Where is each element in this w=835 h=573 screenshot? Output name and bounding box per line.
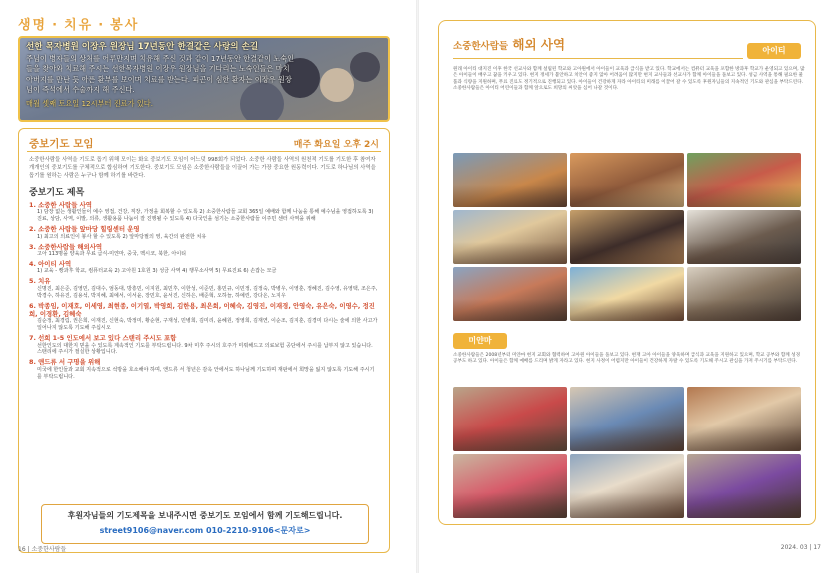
myanmar-photo-grid [453, 387, 801, 518]
page-number-right: 2024. 03 | 17 [780, 544, 821, 551]
mission-title-suffix: 해외 사역 [512, 37, 566, 52]
prayer-item [29, 302, 379, 332]
haiti-photo-grid [453, 153, 801, 321]
prayer-intro: 소중한사람들 사역을 기도로 돕기 위해 모이는 화요 중보기도 모임이 어느덧 998회가 되었다. 소중한 사람들 사역의 원천적 기도를 기도한 후 참여자 개개인의 중보기도를 구체적으로 합심하여 기도한다. 중보기도 모임은 소중한사람들을 이끌어 가는 가장 중요한 원동력이다. 기도로 하나님의 사역을 돕기를 원하는 사람은 누구나 함께 하기를 바란다. [29, 157, 376, 180]
myanmar-photo [570, 387, 684, 451]
myanmar-text: 소중한사람들은 2008년부터 미얀마 현지 교회와 협력하여 고아원 아이들을 돌보고 있다. 현재 고아 아이들을 양육하며 급식과 교육을 지원하고 있으며, 학교 공부와 함께 성경 공부도 하고 있다. 아이들은 함께 예배를 드리며 밝게 자라고 있다. 현지 사정이 어렵지만 아이들이 건강하게 자랄 수 있도록 기도해 주시고 관심을 가져 주시기를 부탁드린다. [453, 353, 801, 365]
heading-word-2: 치유 [64, 18, 94, 33]
section-heading: 생명 · 치유 · 봉사 [18, 18, 140, 33]
prayer-item-body: 1) 교육 - 빵과후 학교, 컴퓨터교육 2) 고아원 1호원 3) 성금 사역 4) 행무소사역 5) 무료진료 6) 손잡는 모금 [37, 268, 277, 275]
haiti-photo [687, 267, 801, 321]
prayer-items [29, 201, 379, 383]
right-page [418, 0, 835, 573]
divider [27, 151, 381, 152]
prayer-item-head: 2. 소중한 사람들 앞마당 힐링센터 운영 [29, 225, 140, 234]
haiti-photo [453, 210, 567, 264]
prayer-item [29, 358, 379, 380]
haiti-photo [570, 153, 684, 207]
haiti-photo [687, 153, 801, 207]
hero-caption [26, 42, 296, 110]
haiti-photo [687, 210, 801, 264]
haiti-photo [453, 153, 567, 207]
prayer-request-text: 후원자님들의 기도제목을 보내주시면 중보기도 모임에서 함께 기도해드립니다. [67, 511, 343, 520]
prayer-item-head: 7. 선희 1-5 인도에서 보고 있다 스탠리 주시도 포함 [29, 334, 177, 343]
prayer-item-head: 8. 앤드류 서 구명을 위해 [29, 358, 101, 367]
prayer-item [29, 225, 379, 240]
prayer-item-head: 4. 아이티 사역 [29, 259, 72, 268]
prayer-subtitle: 중보기도 제목 [29, 188, 85, 198]
prayer-time: 매주 화요일 오후 2시 [293, 140, 379, 150]
myanmar-photo [453, 454, 567, 518]
myanmar-photo [570, 454, 684, 518]
prayer-item-body: 미국에 한인들과 교회 지속적으로 석방을 호소해야 하며, 앤드류 서 청년은 감옥 안에서도 하나님께 기도하며 재판에서 희망을 잃지 않도록 기도해 주시기를 부탁드립니다. [37, 366, 375, 380]
page-number-left: 16 | 소중한사람들 [18, 546, 67, 553]
hero-photo [18, 36, 390, 122]
prayer-item-body: 1) 최고의 의료인이 봉사 할 수 있도록 2) 앞마당필의 영, 육간의 완전한 치유 [37, 233, 207, 240]
prayer-item [29, 260, 379, 275]
prayer-title: 중보기도 모임 [29, 138, 94, 150]
hero-body: 주님이 병자들의 상처를 어루만지며 치유해 주신 것과 같이 17년동안 한결같이 노숙인들을 찾아와 치료해 주시는 선한목자병원 이장우 원장님을 기다리는 노숙인들은 마치 아버지를 만난 듯 아픈 환부를 보이며 치료를 받는다. 피곤이 심한 환자는 이장우 원장님이 즉석에서 수술까지 해 주신다. [26, 53, 295, 95]
myanmar-photo [687, 454, 801, 518]
mission-title [453, 35, 565, 53]
prayer-item-head: 5. 치유 [29, 277, 51, 286]
heading-word-1: 생명 [18, 18, 48, 33]
overseas-mission-box [438, 20, 816, 525]
prayer-item [29, 243, 379, 258]
hero-title: 선한 목자병원 이장우 원장님 17년동안 한결같은 사랑의 손길 [26, 42, 259, 52]
prayer-request-box [41, 504, 369, 544]
haiti-photo [570, 267, 684, 321]
haiti-badge: 아이티 [747, 43, 801, 59]
myanmar-badge: 미얀마 [453, 333, 507, 349]
prayer-item-head: 3. 소중한사람들 해외사역 [29, 242, 103, 251]
mission-title-org: 소중한사람들 [453, 41, 509, 52]
prayer-item-head: 6. 박종임, 이재호, 이세영, 최현종, 이기열, 박영희, 김한용, 최은희, 이혜숙, 김영진, 이재경, 안영숙, 유은숙, 이영수, 정진희, 이경환, 김혜숙 [29, 301, 375, 318]
prayer-item-body: 신명진, 최은준, 김영민, 김대수, 엄동대, 방흥민, 이지원, 최민후, 이한성, 이준민, 홍민규, 이민정, 김정숙, 박병우, 이영훈, 정혜진, 김수영, 유영택, 조은주, 박경수, 하유진, 김용석, 박지혜, 최예서, 이서윤, 장민호, 윤서진, 신하은, 배준혁, 오하늘, 하예린, 강다온, 노지우 [37, 285, 378, 299]
haiti-text: 원래 아이티 대지진 이후 한국 선교사와 함께 설립된 학교와 고아원에서 아이들이 교육과 급식을 받고 있다. 학교에서는 컴퓨터 교육을 포함한 방과후 학교가 운영되고 있으며, 많은 아이들이 배우고 꿈을 키우고 있다. 현지 정세가 불안하고 치안이 좋지 않아 어려움이 많지만 현지 교사들과 선교사가 함께 아이들을 돌보고 있다. 성금 사역을 통해 필요한 물품과 식량을 지원하며, 무료 진료도 정기적으로 진행되고 있다. 아이들이 건강하게 자라 아이티의 미래를 이끌어 갈 수 있도록 후원자님들의 지속적인 기도와 관심을 부탁드린다. 소중한사람들은 아이티 어린이들과 함께 앞으로도 희망의 씨앗을 심어 나갈 것이다. [453, 67, 805, 92]
hero-schedule: 매월 셋째 토요일 12시부터 진료가 있다. [26, 98, 154, 108]
prayer-item-body: 김순정, 최경림, 권은희, 이재진, 신현숙, 박정미, 황순현, 구재성, 민병희, 김미리, 윤혜원, 정영희, 김재연, 이순조, 김지훈, 김경미 다시는 술에 의한 사고가 일어나지 않도록 기도해 주십시오 [37, 318, 378, 332]
myanmar-photo [687, 387, 801, 451]
prayer-item-body: 고아 113명을 양육과 무료 급식-미얀마, 중국, 멕시코, 북한, 아이티 [37, 250, 187, 257]
prayer-item-body: 선한인도의 대한지 믿을 수 있도록 계속적인 기도를 부탁드립니다. 9차 미후 주시의 호주가 미뤄해드고 의료보험 공단에서 주시를 납부지 않고 있습니다. 스탠리에 주시가 절실한 상황입니다. [37, 342, 373, 356]
prayer-item [29, 334, 379, 356]
prayer-item-body: 1) 담장 없는 생활인들이 예수 영접, 건강, 직장, 가정을 회복할 수 있도록 2) 소중한사람들 교회 365일 예배와 함께 나눔을 통해 예수님을 영접하도록 3) 진료, 상담, 사역, 이발, 의류, 생활용품 나눔이 잘 진행될 수 있도록 4) 다국인을 섬기는 소중한사람들 이주민 센터 사역을 위해 [37, 209, 374, 223]
haiti-photo [453, 267, 567, 321]
prayer-meeting-box [18, 128, 390, 553]
contact-info-link[interactable]: street9106@naver.com 010-2210-9106<문자로> [99, 526, 311, 535]
haiti-photo [570, 210, 684, 264]
heading-word-3: 봉사 [110, 18, 140, 33]
prayer-item [29, 277, 379, 299]
myanmar-photo [453, 387, 567, 451]
prayer-item [29, 201, 379, 223]
prayer-item-head: 1. 소중한 사람들 사역 [29, 201, 92, 209]
divider [453, 58, 743, 59]
